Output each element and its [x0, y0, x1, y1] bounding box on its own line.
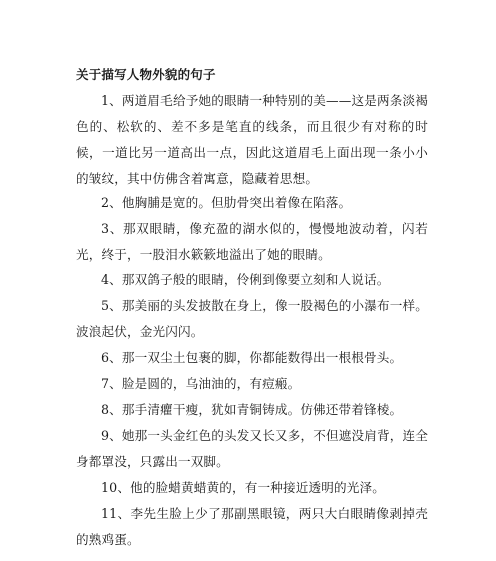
paragraph-2: 2、他胸脯是宽的。但肋骨突出着像在陷落。: [101, 195, 352, 210]
paragraph-3: 3、那双眼睛，像充盈的湖水似的，慢慢地波动着，闪若光，终于，一股泪水簌簌地溢出了她的眼睛。: [76, 221, 428, 262]
paragraph-10: 10、他的脸蜡黄蜡黄的，有一种接近透明的光泽。: [101, 480, 385, 495]
document-title: 关于描写人物外貌的句子: [76, 67, 216, 82]
paragraph-5: 5、那美丽的头发披散在身上，像一股褐色的小瀑布一样。波浪起伏，金光闪闪。: [76, 298, 428, 339]
paragraph-9: 9、她那一头金红色的头发又长又多，不但遮没肩背，连全身都罩没，只露出一双脚。: [76, 428, 428, 469]
paragraph-1: 1、两道眉毛给予她的眼睛一种特别的美——这是两条淡褐色的、松软的、差不多是笔直的线条，而且很少有对称的时候，一道比另一道高出一点，因此这道眉毛上面出现一条小小的皱纹，其中仿佛含着寓意，隐藏着思想。: [76, 93, 428, 186]
paragraph-7: 7、脸是圆的，乌油油的，有痘瘢。: [101, 376, 301, 391]
paragraph-6: 6、那一双尘土包裹的脚，你都能数得出一根根骨头。: [101, 350, 403, 365]
paragraph-11: 11、李先生脸上少了那副黑眼镜，两只大白眼睛像剥掉壳的熟鸡蛋。: [76, 506, 428, 547]
paragraph-4: 4、那双鸽子般的眼睛，伶俐到像要立刻和人说话。: [101, 272, 390, 287]
paragraph-8: 8、那手清癯干瘦，犹如青铜铸成。仿佛还带着锋棱。: [101, 402, 403, 417]
